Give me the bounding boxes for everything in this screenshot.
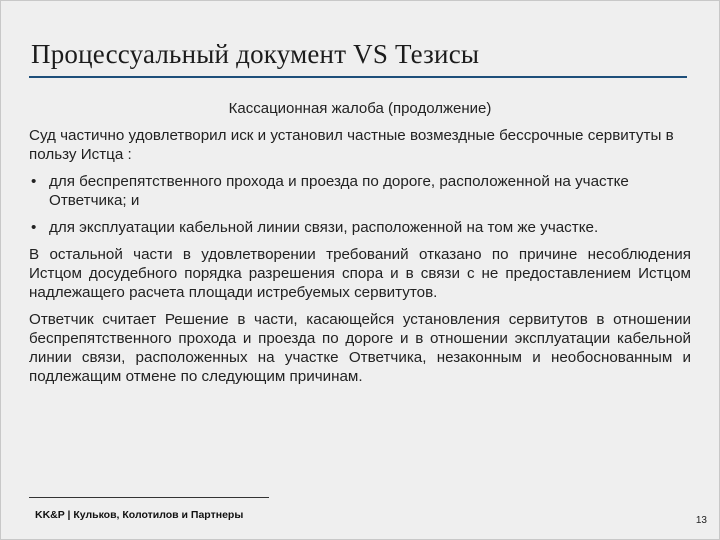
slide-title: Процессуальный документ VS Тезисы bbox=[31, 39, 480, 69]
slide-content bbox=[29, 99, 691, 394]
respondent-paragraph: Ответчик считает Решение в части, касающейся установления сервитутов в отношении беспрепятственного прохода и проезда по дороге и в отношении эксплуатации кабельной линии связи, расположенных на участке Ответчика, незаконным и необоснованным и подлежащим отмене по следующим причинам. bbox=[29, 311, 691, 385]
bullet-text: для эксплуатации кабельной линии связи, расположенной на том же участке. bbox=[49, 219, 599, 236]
bullet-icon: • bbox=[31, 173, 37, 190]
slide-subtitle: Кассационная жалоба (продолжение) bbox=[228, 100, 492, 117]
bullet-list bbox=[29, 172, 691, 237]
title-divider bbox=[29, 76, 687, 78]
page-number: 13 bbox=[695, 515, 707, 526]
refusal-paragraph: В остальной части в удовлетворении требований отказано по причине несоблюдения Истцом досудебного порядка разрешения спора и в связи с не предоставлением Истцом надлежащего расчета площади истребуемых сервитутов. bbox=[29, 246, 691, 301]
bullet-item bbox=[29, 218, 691, 237]
footer-divider bbox=[29, 497, 269, 498]
bullet-text: для беспрепятственного прохода и проезда по дороге, расположенной на участке Ответчика; и bbox=[49, 173, 629, 209]
footer-firm-name: KK&P | Кульков, Колотилов и Партнеры bbox=[35, 509, 244, 521]
bullet-icon: • bbox=[31, 219, 37, 236]
intro-paragraph: Суд частично удовлетворил иск и установил частные возмездные бессрочные сервитуты в пользу Истца : bbox=[29, 127, 674, 163]
bullet-item bbox=[29, 172, 691, 210]
